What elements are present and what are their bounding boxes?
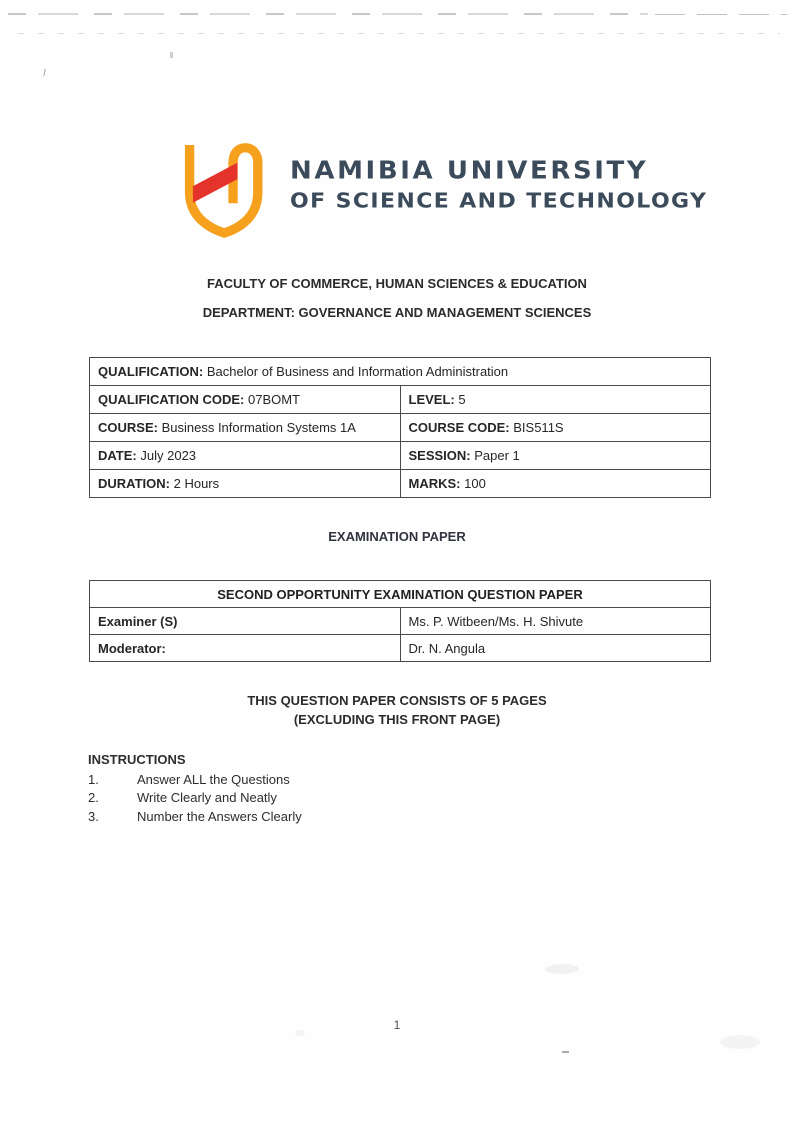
moderator-value-cell (400, 635, 711, 662)
moderator-label: Moderator: (98, 640, 166, 656)
table-row (90, 470, 711, 498)
university-name-line2: OF SCIENCE AND TECHNOLOGY (290, 189, 708, 214)
date-cell (90, 442, 401, 470)
qualification-value: Bachelor of Business and Information Administration (206, 364, 509, 379)
nust-shield-icon (172, 134, 282, 244)
instruction-number: 1. (88, 772, 99, 787)
instructions-section (88, 752, 508, 826)
qualification-label: QUALIFICATION: (98, 364, 204, 379)
moderator-value: Dr. N. Angula (408, 640, 486, 656)
list-item (88, 808, 508, 826)
list-item (88, 789, 508, 807)
examination-paper-heading: EXAMINATION PAPER (328, 529, 466, 544)
course-info-table (89, 357, 711, 498)
scan-artifact-speck (43, 69, 47, 76)
university-name-line1: NAMIBIA UNIVERSITY (290, 156, 649, 186)
instruction-number: 2. (88, 790, 99, 806)
university-wordmark (290, 156, 707, 214)
university-logo (172, 134, 708, 246)
page-count-notice-line1: THIS QUESTION PAPER CONSISTS OF 5 PAGES (247, 693, 547, 708)
course-value: Business Information Systems 1A (161, 420, 356, 435)
course-cell (90, 414, 401, 442)
duration-value: 2 Hours (173, 476, 220, 491)
qualification-code-value: 07BOMT (247, 392, 300, 407)
table-row (90, 414, 711, 442)
table-row (90, 608, 711, 635)
instruction-text: Answer ALL the Questions (137, 772, 290, 787)
list-item (88, 771, 508, 789)
course-code-cell (400, 414, 711, 442)
instruction-text: Write Clearly and Neatly (137, 790, 277, 806)
level-value: 5 (458, 392, 466, 407)
scan-artifact-line (655, 14, 787, 15)
course-code-label: COURSE CODE: (408, 420, 510, 435)
course-label: COURSE: (98, 420, 158, 435)
scan-artifact-smudge (545, 964, 579, 974)
instruction-text: Number the Answers Clearly (137, 808, 302, 824)
exam-table-title: SECOND OPPORTUNITY EXAMINATION QUESTION PAPER (90, 581, 711, 608)
level-label: LEVEL: (408, 392, 455, 407)
scan-artifact-smudge (720, 1035, 760, 1049)
qualification-cell (90, 358, 711, 386)
marks-cell (400, 470, 711, 498)
table-row (90, 635, 711, 662)
scan-artifact-line (18, 33, 780, 34)
marks-value: 100 (464, 476, 486, 491)
examiner-value: Ms. P. Witbeen/Ms. H. Shivute (408, 613, 584, 629)
table-row (90, 581, 711, 608)
examiner-label: Examiner (S) (98, 613, 178, 629)
examiner-table (89, 580, 711, 662)
table-row (90, 386, 711, 414)
date-value: July 2023 (140, 448, 197, 463)
department-heading: DEPARTMENT: GOVERNANCE AND MANAGEMENT SCIENCES (202, 305, 592, 320)
scan-artifact-line (8, 13, 648, 15)
session-label: SESSION: (408, 448, 471, 463)
session-value: Paper 1 (474, 448, 520, 463)
instructions-title: INSTRUCTIONS (88, 752, 186, 767)
duration-cell (90, 470, 401, 498)
table-row (90, 358, 711, 386)
page-number: 1 (393, 1018, 401, 1032)
course-code-value: BIS511S (513, 420, 564, 435)
date-label: DATE: (98, 448, 137, 463)
faculty-heading: FACULTY OF COMMERCE, HUMAN SCIENCES & EDUCATION (207, 276, 587, 291)
scan-artifact-speck (170, 52, 173, 58)
duration-label: DURATION: (98, 476, 170, 491)
moderator-label-cell (90, 635, 401, 662)
level-cell (400, 386, 711, 414)
instruction-number: 3. (88, 808, 99, 824)
qualification-code-label: QUALIFICATION CODE: (98, 392, 245, 407)
table-row (90, 442, 711, 470)
examiner-value-cell (400, 608, 711, 635)
scan-artifact-speck (562, 1051, 569, 1053)
examiner-label-cell (90, 608, 401, 635)
marks-label: MARKS: (408, 476, 461, 491)
page-count-notice-line2: (EXCLUDING THIS FRONT PAGE) (293, 712, 501, 727)
session-cell (400, 442, 711, 470)
qualification-code-cell (90, 386, 401, 414)
